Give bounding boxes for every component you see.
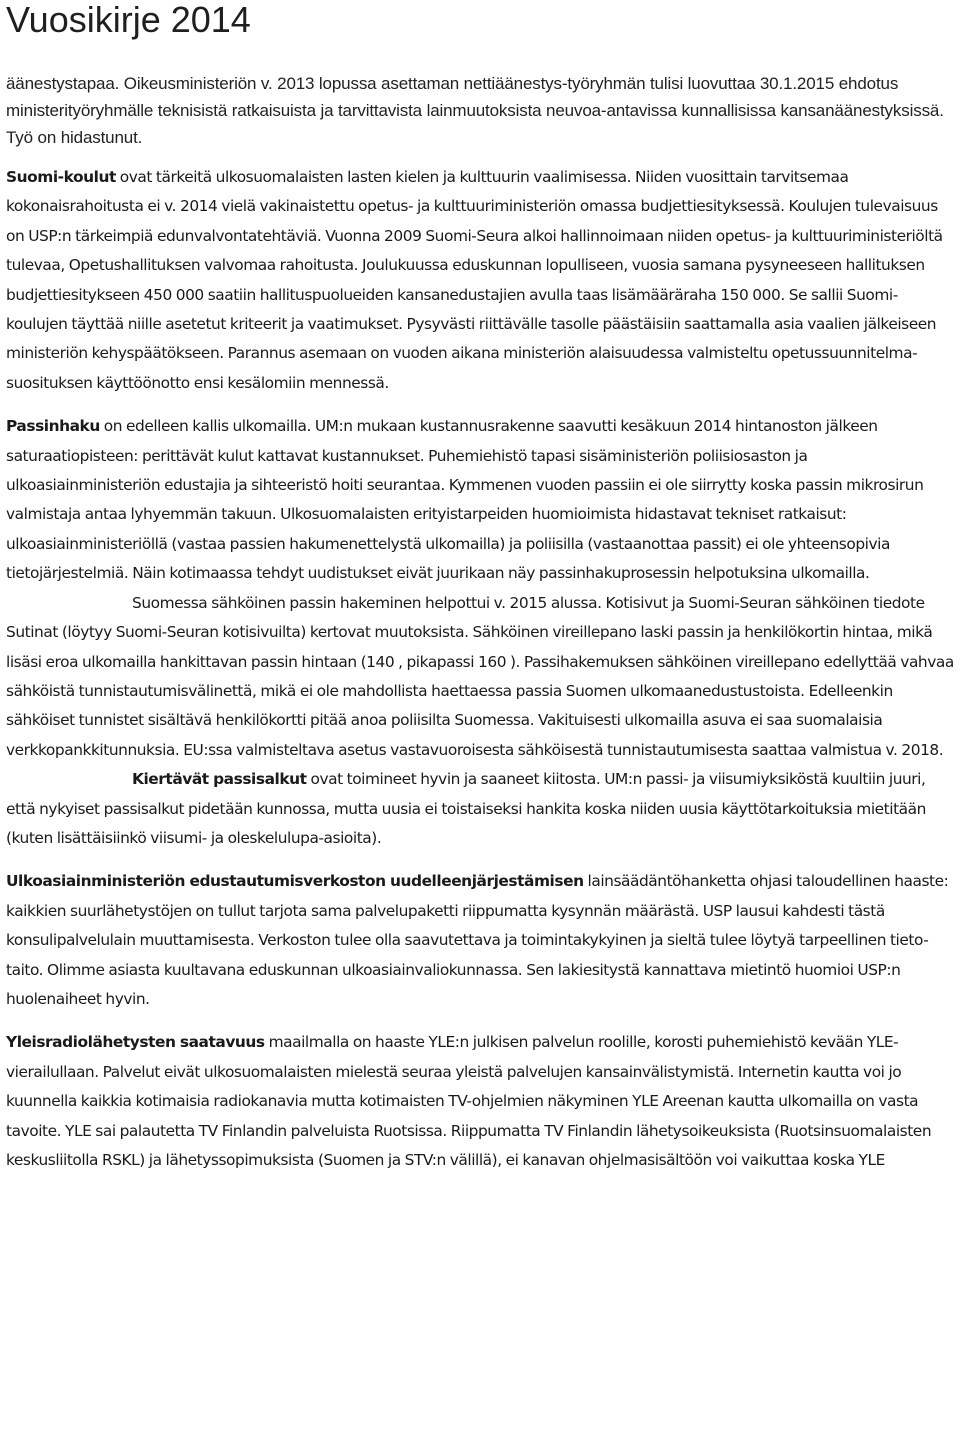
- paragraph-edustautumisverkosto: [6, 867, 954, 1014]
- paragraph-lead: Ulkoasiainministeriön edustautumisverkoston uudelleenjärjestämisen: [6, 872, 584, 891]
- paragraph-lead: Passinhaku: [6, 417, 100, 436]
- paragraph-text: ovat tärkeitä ulkosuomalaisten lasten kielen ja kulttuurin vaalimisessa. Niiden vuosittain tarvitsemaa kokonaisrahoitusta ei v. 2014 vielä vakinaistettu opetus- ja kulttuuriministeriön omassa budjettiesityksessä. Koulujen tulevaisuus on USP:n tärkeimpiä edunvalvontatehtäviä. Vuonna 2009 Suomi-Seura alkoi hallinnoimaan niiden opetus- ja kulttuuriministeriöltä tulevaa, Opetushallituksen valvomaa rahoitusta. Joulukuussa eduskunnan lopulliseen, vuosia samana pysyneeseen hallituksen budjettiesitykseen 450 000 saatiin hallituspuolueiden kansanedustajien avulla taas lisämääräraha 150 000. Se sallii Suomi-koulujen täyttää niille asetetut kriteerit ja vaatimukset. Pysyvästi riittävälle tasolle päästäisiin saattamalla asia vaalien jälkeiseen ministeriön kehyspäätökseen. Parannus asemaan on vuoden aikana ministeriön alaisuudessa valmisteltu opetussuunnitelma-suosituksen käyttöönotto ensi kesälomiin mennessä.: [6, 168, 943, 392]
- intro-paragraph: äänestystapaa. Oikeusministeriön v. 2013 lopussa asettaman nettiäänestys-työryhmän tulisi luovuttaa 30.1.2015 ehdotus ministerityöryhmälle teknisistä ratkaisuista ja tarvittavista lainmuutoksista neuvoa-antavissa kunnallisissa kansanäänestyksissä. Työ on hidastunut.: [6, 74, 944, 147]
- paragraph-text: maailmalla on haaste YLE:n julkisen palvelun roolille, korosti puhemiehistö kevään YLE-vierailullaan. Palvelut eivät ulkosuomalaisten mielestä seuraa yleistä palvelujen kansainvälistymistä. Internetin kautta voi jo kuunnella kaikkia kotimaisia radiokanavia mutta kotimaisten TV-ohjelmien näkyminen YLE Areenan kautta ulkomailla on vasta tavoite. YLE sai palautetta TV Finlandin palveluista Ruotsissa. Riippumatta TV Finlandin lähetysoikeuksista (Ruotsinsuomalaisten keskusliitolla RSKL) ja lähetyssopimuksista (Suomen ja STV:n välillä), ei kanavan ohjelmasisältöön voi vaikuttaa koska YLE: [6, 1033, 932, 1169]
- document-title: Vuosikirje 2014: [6, 0, 251, 40]
- document-body: [6, 163, 954, 1175]
- paragraph-passinhaku: [6, 412, 954, 588]
- paragraph-text: on edelleen kallis ulkomailla. UM:n mukaan kustannusrakenne saavutti kesäkuun 2014 hintanoston jälkeen saturaatiopisteen: perittävät kulut kattavat kustannukset. Puhemiehistö tapasi sisäministeriön poliisiosaston ja ulkoasiainministeriön edustajia ja sihteeristö hoiti seurantaa. Kymmenen vuoden passiin ei ole siirrytty koska passin mikrosirun valmistaja antaa lyhyemmän takuun. Ulkosuomalaisten erityistarpeiden huomioimista hidastavat tekniset ratkaisut: ulkoasiainministeriöllä (vastaa passien hakumenettelystä ulkomailla) ja poliisilla (vastaanottaa passit) ei ole yhteensopivia tietojärjestelmiä. Näin kotimaassa tehdyt uudistukset eivät juurikaan näy passinhakuprosessin helpotuksina ulkomailla.: [6, 417, 924, 583]
- paragraph-lead: Yleisradiolähetysten saatavuus: [6, 1033, 265, 1052]
- paragraph-yleisradio: [6, 1028, 954, 1175]
- paragraph-lead: Suomi-koulut: [6, 168, 116, 186]
- paragraph-text: ovat toimineet hyvin ja saaneet kiitosta. UM:n passi- ja viisumiyksiköstä kuultiin juuri, että nykyiset passisalkut pidetään kunnossa, mutta uusia ei toistaiseksi hankita koska niiden uusia käyttötarkoituksia mietitään (kuten lisättäisiinkö viisumi- ja oleskelulupa-asioita).: [6, 770, 926, 847]
- paragraph-suomi-koulut: [6, 163, 954, 398]
- paragraph-lead: Kiertävät passisalkut: [132, 770, 307, 789]
- paragraph-text: lainsäädäntöhanketta ohjasi taloudellinen haaste: kaikkien suurlähetystöjen on tullut tarjota sama palvelupaketti riippumatta kysynnän määrästä. USP lausui kahdesti tästä konsulipalvelulain muuttamisesta. Verkoston tulee olla saavutettava ja toimintakykyinen ja sieltä tulee löytyä tarpeellinen tieto-taito. Olimme asiasta kuultavana eduskunnan ulkoasiainvaliokunnassa. Sen lakiesitystä kannattava mietintö huomioi USP:n huolenaiheet hyvin.: [6, 872, 949, 1008]
- paragraph-passisalkut: [6, 765, 954, 853]
- paragraph-sahkoinen-passi: Suomessa sähköinen passin hakeminen helpottui v. 2015 alussa. Kotisivut ja Suomi-Seuran sähköinen tiedote Sutinat (löytyy Suomi-Seuran kotisivuilta) kertovat muutoksista. Sähköinen vireillepano laski passin ja henkilökortin hintaa, mikä lisäsi eroa ulkomailla hankittavan passin hintaan (140 , pikapassi 160 ). Passihakemuksen sähköinen vireillepano edellyttää vahvaa sähköistä tunnistautumisvälinettä, mikä ei ole mahdollista haettaessa passia Suomen ulkomaanedustustoista. Edelleenkin sähköiset tunnistet sisältävä henkilökortti pitää anoa poliisilta Suomessa. Vakituisesti ulkomailla asuva ei saa suomalaisia verkkopankkitunnuksia. EU:ssa valmisteltava asetus vastavuoroisesta sähköisestä tunnistautumisesta saattaa valmistua v. 2018.: [6, 593, 954, 759]
